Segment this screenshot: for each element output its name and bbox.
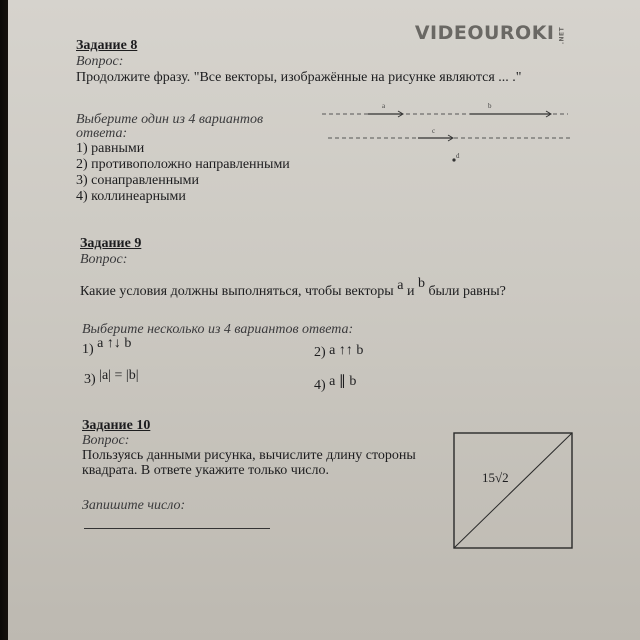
task-10-question-label: Вопрос: <box>82 433 130 448</box>
task-8-vectors-figure <box>320 96 580 176</box>
worksheet-page <box>8 0 640 640</box>
task-9-option-4[interactable]: 4) a ∥ b <box>314 374 357 393</box>
vector-b-symbol: b <box>417 276 425 291</box>
task-9-option-1[interactable]: 1) a ↑↓ b <box>82 336 132 357</box>
task-9-title: Задание 9 <box>80 236 142 251</box>
task-9-option-2[interactable]: 2) a ↑↑ b <box>314 343 364 360</box>
task-8-option-2[interactable]: 2) противоположно направленными <box>76 157 290 172</box>
task-9-question-label: Вопрос: <box>80 252 128 267</box>
task-8-option-4[interactable]: 4) коллинеарными <box>76 189 186 204</box>
square-diagonal <box>454 433 572 548</box>
diagonal-label: 15√2 <box>482 470 509 485</box>
task-8-option-1[interactable]: 1) равными <box>76 141 145 156</box>
task-10-title: Задание 10 <box>82 418 151 433</box>
task-10-answer-label: Запишите число: <box>82 498 186 513</box>
vector-d-label: d <box>456 152 460 160</box>
answer-input-line[interactable] <box>84 528 270 529</box>
task-8-question-text: Продолжите фразу. "Все векторы, изображённые на рисунке являются ... ." <box>76 70 522 85</box>
task-8-instruction: Выберите один из 4 вариантов <box>76 112 264 127</box>
task-8-instruction-2: ответа: <box>76 126 128 141</box>
task-8-option-3[interactable]: 3) сонаправленными <box>76 173 199 188</box>
task-9-instruction: Выберите несколько из 4 вариантов ответа: <box>82 322 354 337</box>
task-10-question-text: Пользуясь данными рисунка, вычислите длину стороны <box>82 448 416 463</box>
task-8-title: Задание 8 <box>76 38 138 53</box>
task-10-question-text-2: квадрата. В ответе укажите только число. <box>82 463 330 478</box>
task-9-question-text: Какие условия должны выполняться, чтобы векторы a и b были равны? <box>80 276 506 299</box>
vector-a-label: a <box>382 102 386 110</box>
vector-a-symbol: a <box>397 278 404 293</box>
task-8-question-label: Вопрос: <box>76 54 124 69</box>
vector-b-label: b <box>488 102 492 110</box>
videouroki-logo: VIDEOUROKI .NET <box>414 22 565 45</box>
vector-c-label: c <box>432 127 436 135</box>
task-9-option-3[interactable]: 3) |a| = |b| <box>84 368 139 387</box>
square-diagram <box>448 428 580 554</box>
